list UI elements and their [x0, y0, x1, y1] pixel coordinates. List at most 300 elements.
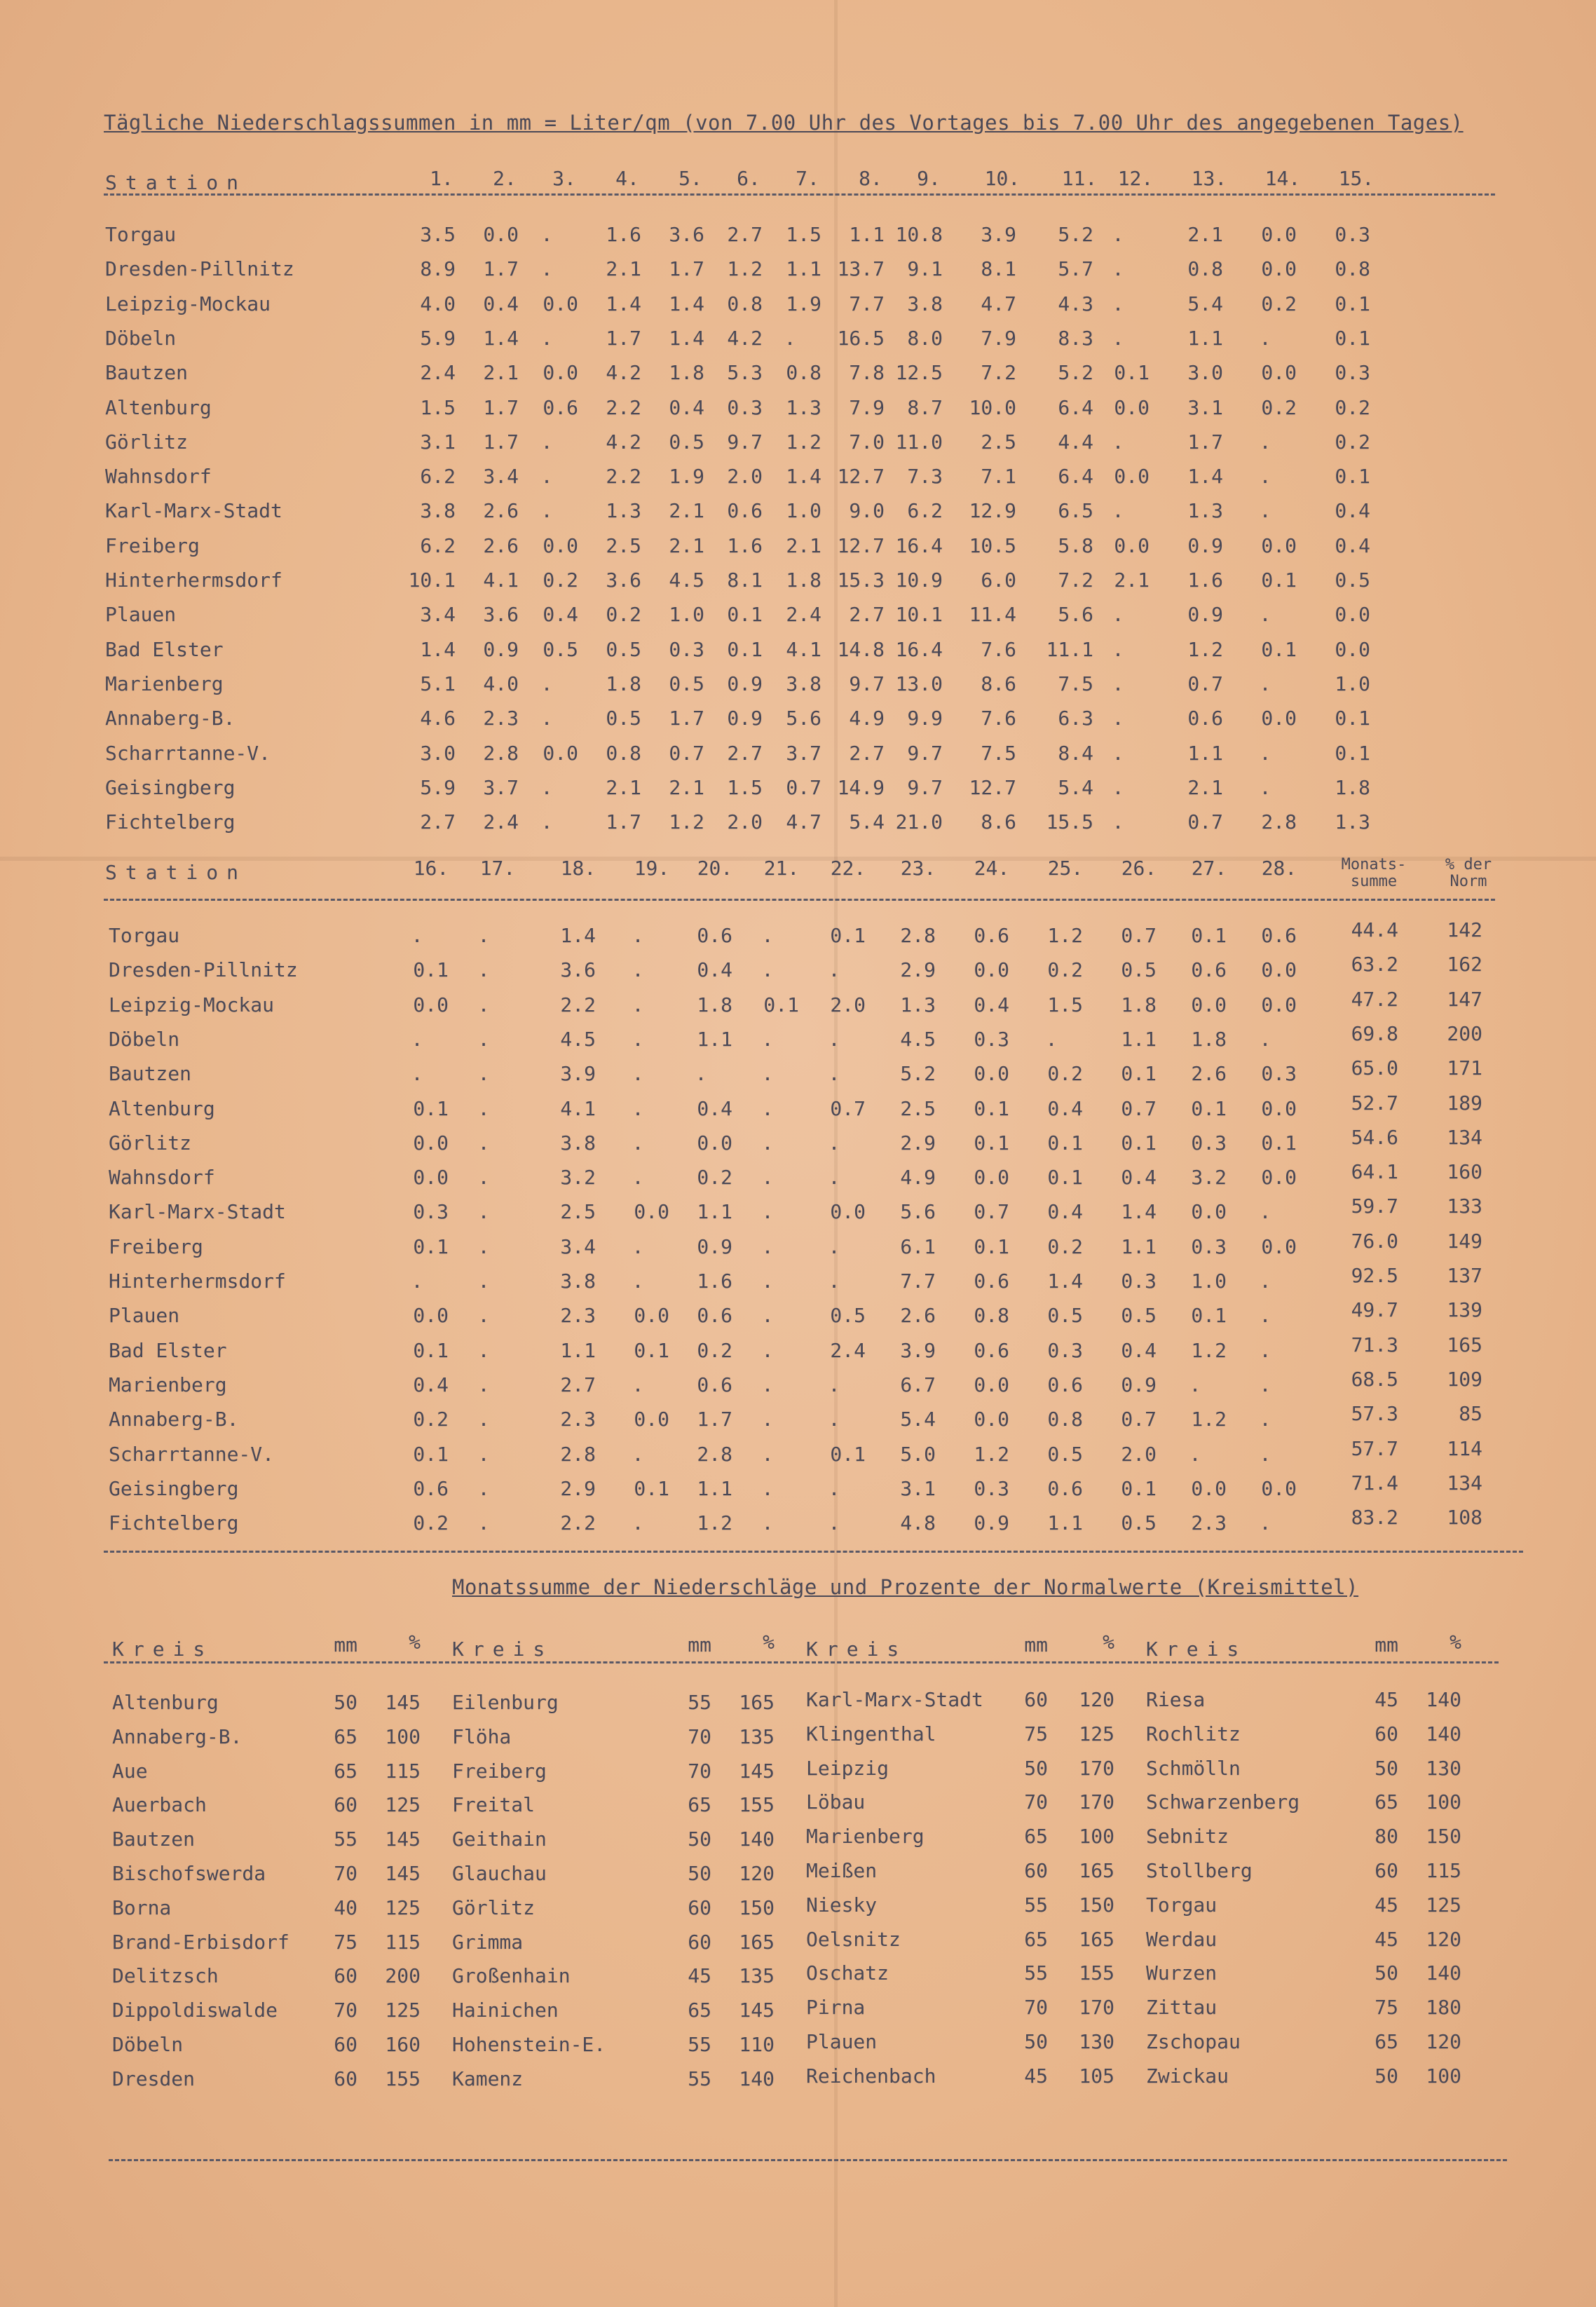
precip-value: . [828, 1062, 840, 1086]
precip-value: 0.0 [697, 1131, 732, 1155]
precip-value: 16.5 [837, 326, 885, 350]
precip-value: 6.7 [900, 1373, 936, 1396]
precip-value: 6.1 [900, 1234, 936, 1258]
kreis-mm-value: 55 [688, 2067, 711, 2090]
precip-value: 0.0 [1261, 1234, 1297, 1258]
kreis-name: Riesa [1146, 1688, 1206, 1711]
day-header: 2. [493, 167, 517, 190]
precip-value: 0.0 [543, 292, 578, 315]
precip-value: 0.8 [1335, 257, 1370, 281]
mm-header: mm [334, 1633, 357, 1656]
precip-value: 1.2 [1047, 924, 1083, 947]
precip-value: 2.1 [606, 257, 641, 281]
precip-value: 0.2 [606, 603, 641, 627]
precip-value: . [411, 1062, 423, 1086]
kreis-name: Döbeln [112, 2033, 184, 2056]
kreis-mm-value: 75 [1375, 1996, 1398, 2020]
day-header: 24. [974, 857, 1010, 880]
precip-value: 2.8 [900, 924, 936, 947]
precip-value: 0.5 [543, 637, 578, 661]
kreis-header: Kreis [1146, 1638, 1248, 1661]
precip-value: 5.6 [786, 707, 821, 730]
precip-value: . [1112, 430, 1124, 454]
precip-value: 0.3 [1121, 1270, 1157, 1293]
precip-value: 0.5 [669, 430, 704, 454]
precip-value: 0.0 [830, 1200, 866, 1224]
precip-value: 0.9 [727, 672, 763, 695]
precip-value: 0.1 [974, 1131, 1009, 1155]
precip-value: 10.8 [895, 223, 943, 246]
percent-of-normal-value: 134 [1447, 1471, 1482, 1495]
precip-value: 0.3 [1335, 223, 1370, 246]
precip-value: 1.2 [1187, 637, 1223, 661]
precip-value: 4.5 [560, 1027, 596, 1051]
precip-value: 2.3 [560, 1408, 596, 1431]
precip-value: 1.6 [1187, 569, 1223, 592]
precip-value: 0.2 [1047, 958, 1083, 982]
kreis-percent-value: 120 [739, 1862, 775, 1885]
precip-value: . [477, 1027, 490, 1051]
precip-value: 1.7 [669, 707, 704, 730]
precip-value: 3.9 [560, 1062, 596, 1086]
kreis-mm-value: 60 [334, 2067, 357, 2090]
precip-value: 0.4 [697, 958, 732, 982]
precip-value: 0.7 [974, 1200, 1009, 1224]
precip-value: 9.7 [727, 430, 763, 454]
day-header: 14. [1264, 167, 1301, 190]
precip-value: 0.2 [1047, 1234, 1083, 1258]
kreis-mm-value: 45 [1375, 1927, 1398, 1951]
precip-value: . [632, 924, 644, 947]
precip-value: . [540, 223, 553, 246]
mm-header: mm [1024, 1633, 1048, 1656]
monthly-sum-value: 71.3 [1351, 1333, 1398, 1356]
precip-value: . [632, 1131, 644, 1155]
precip-value: 5.4 [900, 1408, 936, 1431]
precip-value: 0.1 [413, 1096, 449, 1120]
kreis-name: Marienberg [806, 1825, 925, 1849]
precip-value: 11.4 [969, 603, 1016, 627]
precip-value: 0.0 [1261, 257, 1297, 281]
kreis-name: Bischofswerda [112, 1862, 266, 1885]
precip-value: . [632, 1166, 644, 1190]
precip-value: . [540, 810, 553, 834]
kreis-name: Sebnitz [1146, 1825, 1229, 1849]
precip-value: 0.1 [1121, 1476, 1157, 1500]
day-header: 11. [1061, 167, 1098, 190]
precip-value: 0.2 [1335, 430, 1370, 454]
precip-value: 7.5 [1058, 672, 1093, 695]
station-name: Fichtelberg [105, 810, 236, 834]
precip-value: 6.4 [1058, 395, 1093, 419]
precip-value: . [828, 1408, 840, 1431]
station-name: Fichtelberg [109, 1511, 239, 1535]
monthly-sum-value: 83.2 [1351, 1506, 1398, 1530]
precip-value: 4.0 [483, 672, 519, 695]
precip-value: 2.6 [900, 1304, 936, 1328]
precip-value: . [1112, 499, 1124, 523]
precip-value: 1.8 [697, 993, 732, 1016]
precip-value: 3.1 [900, 1476, 936, 1500]
precip-value: 2.9 [560, 1476, 596, 1500]
station-name: Geisingberg [105, 775, 236, 799]
precip-value: 0.3 [413, 1200, 449, 1224]
day-header: 9. [917, 167, 941, 190]
station-name: Marienberg [109, 1373, 227, 1396]
precip-value: 1.0 [1191, 1270, 1227, 1293]
precip-value: 4.8 [900, 1511, 936, 1535]
percent-of-normal-value: 108 [1447, 1506, 1482, 1530]
precip-value: 0.0 [1261, 958, 1297, 982]
kreis-name: Borna [112, 1896, 172, 1919]
precip-value: 0.7 [830, 1096, 866, 1120]
precip-value: 0.7 [1121, 1096, 1157, 1120]
precip-value: 2.2 [606, 465, 641, 489]
precip-value: 9.7 [907, 741, 943, 765]
kreis-mm-value: 45 [1375, 1893, 1398, 1917]
precip-value: 3.5 [420, 223, 456, 246]
precip-value: 0.9 [1187, 603, 1223, 627]
precip-value: 2.5 [606, 533, 641, 557]
kreis-mm-value: 45 [1024, 2064, 1048, 2088]
kreis-percent-value: 165 [1079, 1859, 1114, 1882]
station-name: Bad Elster [105, 637, 224, 661]
kreis-name: Auerbach [112, 1793, 207, 1817]
kreis-header: Kreis [452, 1638, 554, 1661]
station-name: Karl-Marx-Stadt [105, 499, 282, 523]
kreis-name: Torgau [1146, 1893, 1218, 1917]
kreis-name: Bautzen [112, 1828, 196, 1851]
precip-value: . [632, 1270, 644, 1293]
precip-value: 0.0 [974, 1166, 1009, 1190]
precip-value: 3.4 [483, 465, 519, 489]
precip-value: . [540, 326, 553, 350]
precip-value: 2.3 [483, 707, 519, 730]
precip-value: . [540, 257, 553, 281]
precip-value: . [1259, 1270, 1271, 1293]
precip-value: 0.8 [1047, 1408, 1083, 1431]
precip-value: 3.4 [560, 1234, 596, 1258]
precip-value: 0.5 [1335, 569, 1370, 592]
precip-value: 8.1 [727, 569, 763, 592]
precip-value: 7.2 [1058, 569, 1093, 592]
precip-value: 0.8 [606, 741, 641, 765]
precip-value: . [477, 1166, 490, 1190]
precip-value: 2.5 [560, 1200, 596, 1224]
precip-value: 0.1 [1047, 1131, 1083, 1155]
precip-value: 0.5 [1121, 1511, 1157, 1535]
kreis-percent-value: 125 [1079, 1722, 1114, 1745]
precip-value: 0.0 [543, 741, 578, 765]
kreis-mm-value: 50 [688, 1828, 711, 1851]
kreis-percent-value: 155 [1079, 1961, 1114, 1985]
kreis-name: Schmölln [1146, 1756, 1241, 1780]
kreis-mm-value: 65 [1024, 1825, 1048, 1849]
precip-value: 0.3 [1047, 1338, 1083, 1362]
precip-value: 0.2 [697, 1338, 732, 1362]
station-name: Freiberg [109, 1234, 203, 1258]
precip-value: . [477, 1442, 490, 1466]
precip-value: 7.9 [849, 395, 885, 419]
kreis-mm-value: 50 [1375, 1756, 1398, 1780]
precip-value: 0.0 [1261, 533, 1297, 557]
precip-value: 0.0 [1261, 1096, 1297, 1120]
precip-value: 1.0 [669, 603, 704, 627]
precip-value: 2.1 [1187, 775, 1223, 799]
precip-value: 2.8 [1261, 810, 1297, 834]
kreis-mm-value: 50 [688, 1862, 711, 1885]
precip-value: 15.3 [837, 569, 885, 592]
kreis-percent-value: 115 [385, 1759, 421, 1783]
precip-value: 2.2 [606, 395, 641, 419]
precip-value: 0.6 [697, 1304, 732, 1328]
precip-value: . [828, 1027, 840, 1051]
mm-header: mm [688, 1633, 711, 1656]
precip-value: 3.9 [981, 223, 1016, 246]
day-header: 3. [552, 167, 576, 190]
precip-value: . [1259, 1408, 1271, 1431]
precip-value: 0.6 [1261, 924, 1297, 947]
precip-value: 5.6 [1058, 603, 1093, 627]
precip-value: 2.9 [900, 958, 936, 982]
kreis-percent-value: 130 [1426, 1756, 1461, 1780]
precip-value: 0.9 [697, 1234, 732, 1258]
precip-value: 0.4 [1121, 1338, 1157, 1362]
precip-value: . [477, 1096, 490, 1120]
precip-value: . [632, 993, 644, 1016]
precip-value: 3.1 [1187, 395, 1223, 419]
precip-value: 0.0 [413, 1166, 449, 1190]
precip-value: 7.9 [981, 326, 1016, 350]
monthly-sum-value: 57.3 [1351, 1402, 1398, 1426]
kreis-mm-value: 60 [688, 1930, 711, 1954]
precip-value: . [477, 958, 490, 982]
kreis-name: Stollberg [1146, 1859, 1253, 1882]
precip-value: 6.4 [1058, 465, 1093, 489]
kreis-mm-value: 55 [1024, 1961, 1048, 1985]
precip-value: 0.1 [763, 993, 799, 1016]
precip-value: 2.0 [830, 993, 866, 1016]
precip-value: . [1259, 499, 1271, 523]
precip-value: 0.9 [727, 707, 763, 730]
precip-value: . [477, 1373, 490, 1396]
precip-value: 7.1 [981, 465, 1016, 489]
kreis-percent-value: 155 [739, 1793, 775, 1817]
kreis-mm-value: 60 [334, 2033, 357, 2056]
station-name: Görlitz [105, 430, 189, 454]
precip-value: 7.5 [981, 741, 1016, 765]
kreis-percent-value: 110 [739, 2033, 775, 2056]
kreis-name: Flöha [452, 1724, 512, 1748]
kreis-percent-value: 105 [1079, 2064, 1114, 2088]
precip-value: . [477, 1062, 490, 1086]
day-header: 16. [413, 857, 449, 880]
monthly-sum-value: 44.4 [1351, 918, 1398, 941]
station-name: Torgau [109, 924, 180, 947]
precip-value: 0.2 [1261, 395, 1297, 419]
precip-value: 11.1 [1046, 637, 1093, 661]
precip-value: 6.0 [981, 569, 1016, 592]
precip-value: 4.5 [669, 569, 704, 592]
kreis-mm-value: 65 [334, 1724, 357, 1748]
precip-value: . [828, 1234, 840, 1258]
mm-header: mm [1375, 1633, 1398, 1656]
station-name: Dresden-Pillnitz [109, 958, 298, 982]
precip-value: 4.7 [981, 292, 1016, 315]
kreis-mm-value: 50 [1375, 1961, 1398, 1985]
station-name: Bad Elster [109, 1338, 227, 1362]
precip-value: 12.7 [837, 465, 885, 489]
precip-value: 0.7 [1121, 924, 1157, 947]
precip-value: . [1259, 603, 1271, 627]
precip-value: 12.9 [969, 499, 1016, 523]
precip-value: 0.0 [413, 1131, 449, 1155]
kreis-mm-value: 45 [688, 1964, 711, 1988]
precip-value: 1.8 [669, 361, 704, 385]
precip-value: 0.7 [1187, 672, 1223, 695]
station-name: Wahnsdorf [109, 1166, 215, 1190]
station-name: Scharrtanne-V. [105, 741, 271, 765]
day-header: 8. [859, 167, 882, 190]
kreis-name: Grimma [452, 1930, 524, 1954]
precip-value: 0.1 [1191, 1096, 1227, 1120]
precip-value: . [477, 924, 490, 947]
precip-value: . [477, 1304, 490, 1328]
precip-value: 4.9 [849, 707, 885, 730]
precip-value: 5.2 [1058, 223, 1093, 246]
monthly-sum-value: 57.7 [1351, 1436, 1398, 1460]
precip-value: 1.4 [606, 292, 641, 315]
precip-value: 0.8 [974, 1304, 1009, 1328]
kreis-mm-value: 55 [688, 1691, 711, 1714]
precip-value: 0.0 [634, 1200, 669, 1224]
precip-value: 0.1 [1047, 1166, 1083, 1190]
precip-value: 1.2 [727, 257, 763, 281]
precip-value: 3.8 [560, 1131, 596, 1155]
precip-value: 0.1 [1261, 1131, 1297, 1155]
precip-value: 0.6 [543, 395, 578, 419]
precip-value: 0.2 [1047, 1062, 1083, 1086]
precip-value: . [1189, 1442, 1201, 1466]
precip-value: 8.6 [981, 672, 1016, 695]
precip-value: 3.6 [560, 958, 596, 982]
precip-value: . [1259, 775, 1271, 799]
precip-value: 4.1 [483, 569, 519, 592]
precip-value: 1.1 [849, 223, 885, 246]
precip-value: 0.1 [1335, 292, 1370, 315]
precip-value: 0.1 [413, 1234, 449, 1258]
kreis-percent-value: 150 [1426, 1825, 1461, 1849]
precip-value: . [632, 1442, 644, 1466]
daily-precipitation-title: Tägliche Niederschlagssummen in mm = Liter/qm (von 7.00 Uhr des Vortages bis 7.00 Uhr des angegebenen Tages) [104, 111, 1464, 135]
kreis-name: Geithain [452, 1828, 547, 1851]
precip-value: . [477, 1511, 490, 1535]
precip-value: 3.8 [786, 672, 821, 695]
kreis-percent-value: 125 [385, 1999, 421, 2022]
precip-value: . [540, 672, 553, 695]
precip-value: 0.5 [669, 672, 704, 695]
kreis-percent-value: 125 [385, 1793, 421, 1817]
kreis-name: Freiberg [452, 1759, 547, 1783]
precip-value: 10.1 [895, 603, 943, 627]
kreis-percent-value: 130 [1079, 2030, 1114, 2053]
precip-value: 6.3 [1058, 707, 1093, 730]
precip-value: . [1112, 637, 1124, 661]
kreis-mm-value: 50 [1024, 1756, 1048, 1780]
precip-value: . [632, 1373, 644, 1396]
precip-value: 2.2 [560, 1511, 596, 1535]
precip-value: 0.1 [974, 1234, 1009, 1258]
precip-value: 2.7 [560, 1373, 596, 1396]
precip-value: 0.3 [1191, 1234, 1227, 1258]
precip-value: 0.1 [830, 924, 866, 947]
precip-value: 1.7 [606, 810, 641, 834]
kreis-name: Hohenstein-E. [452, 2033, 606, 2056]
day-header: 28. [1261, 857, 1297, 880]
precip-value: . [761, 1338, 774, 1362]
kreis-percent-value: 160 [385, 2033, 421, 2056]
kreis-mm-value: 45 [1375, 1688, 1398, 1711]
precip-value: 1.3 [1187, 499, 1223, 523]
day-header: 5. [678, 167, 702, 190]
precip-value: 0.1 [974, 1096, 1009, 1120]
precip-value: 1.1 [1187, 741, 1223, 765]
precip-value: 0.1 [1261, 569, 1297, 592]
precip-value: 0.2 [697, 1166, 732, 1190]
station-name: Plauen [109, 1304, 180, 1328]
precip-value: 3.0 [420, 741, 456, 765]
precip-value: 2.5 [900, 1096, 936, 1120]
precip-value: . [761, 1234, 774, 1258]
precip-value: 0.3 [1261, 1062, 1297, 1086]
precip-value: 1.4 [1187, 465, 1223, 489]
precip-value: 1.9 [786, 292, 821, 315]
day-header: 18. [560, 857, 596, 880]
precip-value: 0.3 [1335, 361, 1370, 385]
kreis-name: Wurzen [1146, 1961, 1218, 1985]
precip-value: . [411, 1027, 423, 1051]
percent-header: % [409, 1631, 421, 1654]
precip-value: 0.7 [669, 741, 704, 765]
precip-value: 0.4 [483, 292, 519, 315]
kreis-mm-value: 80 [1375, 1825, 1398, 1849]
day-header: 1. [430, 167, 453, 190]
precip-value: . [632, 1096, 644, 1120]
kreis-name: Leipzig [806, 1756, 889, 1780]
precip-value: 0.0 [1191, 1200, 1227, 1224]
precip-value: 0.1 [1335, 465, 1370, 489]
precip-value: 0.4 [543, 603, 578, 627]
kreis-name: Altenburg [112, 1691, 219, 1714]
precip-value: 10.0 [969, 395, 1016, 419]
monthly-sum-value: 54.6 [1351, 1125, 1398, 1149]
precip-value: . [1259, 430, 1271, 454]
precip-value: . [477, 1338, 490, 1362]
station-name: Freiberg [105, 533, 200, 557]
precip-value: 0.6 [697, 924, 732, 947]
precip-value: 0.0 [1261, 993, 1297, 1016]
precip-value: 1.9 [669, 465, 704, 489]
precip-value: 0.5 [1047, 1442, 1083, 1466]
precip-value: 0.3 [727, 395, 763, 419]
kreis-name: Glauchau [452, 1862, 547, 1885]
percent-of-normal-value: 133 [1447, 1195, 1482, 1218]
kreis-mm-value: 60 [1024, 1688, 1048, 1711]
percent-of-normal-value: 137 [1447, 1264, 1482, 1287]
precip-value: 4.7 [786, 810, 821, 834]
precip-value: 3.6 [483, 603, 519, 627]
precip-value: 0.0 [634, 1304, 669, 1328]
